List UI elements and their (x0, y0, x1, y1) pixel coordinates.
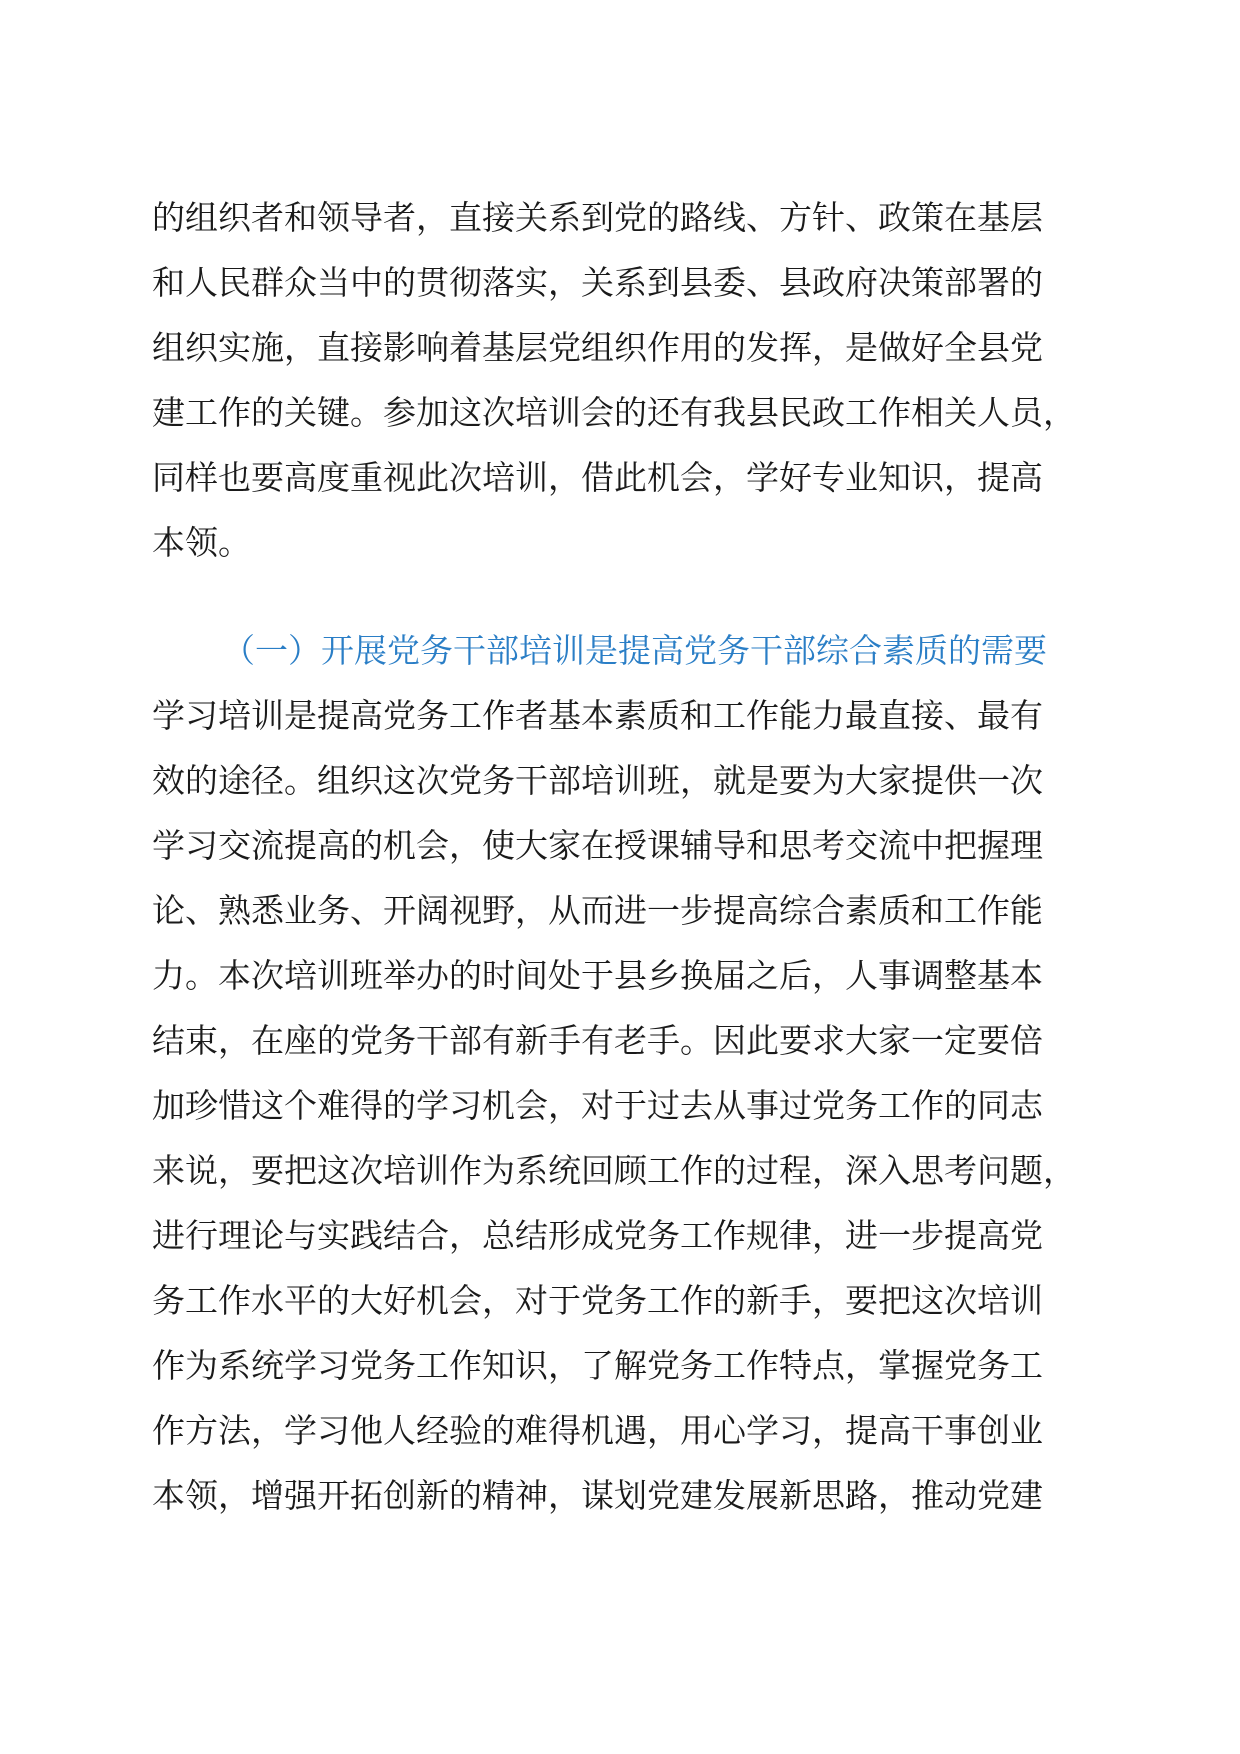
section-heading: （一）开展党务干部培训是提高党务干部综合素质的需要 (222, 631, 1047, 670)
text-line: 结束，在座的党务干部有新手有老手。因此要求大家一定要倍 (152, 1021, 1043, 1060)
text-line: 作为系统学习党务工作知识，了解党务工作特点，掌握党务工 (152, 1346, 1043, 1385)
text-line: 学习培训是提高党务工作者基本素质和工作能力最直接、最有 (152, 696, 1043, 735)
text-line: 进行理论与实践结合，总结形成党务工作规律，进一步提高党 (152, 1216, 1043, 1255)
text-line: 学习交流提高的机会，使大家在授课辅导和思考交流中把握理 (152, 826, 1043, 865)
text-line: 组织实施，直接影响着基层党组织作用的发挥，是做好全县党 (152, 328, 1043, 367)
text-line: 的组织者和领导者，直接关系到党的路线、方针、政策在基层 (152, 198, 1043, 237)
text-line: 务工作水平的大好机会，对于党务工作的新手，要把这次培训 (152, 1281, 1043, 1320)
text-line: 力。本次培训班举办的时间处于县乡换届之后，人事调整基本 (152, 956, 1043, 995)
text-line: 本领，增强开拓创新的精神，谋划党建发展新思路，推动党建 (152, 1476, 1043, 1515)
text-line: 本领。 (152, 523, 251, 562)
text-line: 作方法，学习他人经验的难得机遇，用心学习，提高干事创业 (152, 1411, 1043, 1450)
text-line: 加珍惜这个难得的学习机会，对于过去从事过党务工作的同志 (152, 1086, 1043, 1125)
text-line: 和人民群众当中的贯彻落实，关系到县委、县政府决策部署的 (152, 263, 1043, 302)
text-line: 建工作的关键。参加这次培训会的还有我县民政工作相关人员， (152, 393, 1076, 432)
text-line: 论、熟悉业务、开阔视野，从而进一步提高综合素质和工作能 (152, 891, 1043, 930)
text-line: 来说，要把这次培训作为系统回顾工作的过程，深入思考问题， (152, 1151, 1076, 1190)
text-line: 效的途径。组织这次党务干部培训班，就是要为大家提供一次 (152, 761, 1043, 800)
text-line: 同样也要高度重视此次培训，借此机会，学好专业知识，提高 (152, 458, 1043, 497)
